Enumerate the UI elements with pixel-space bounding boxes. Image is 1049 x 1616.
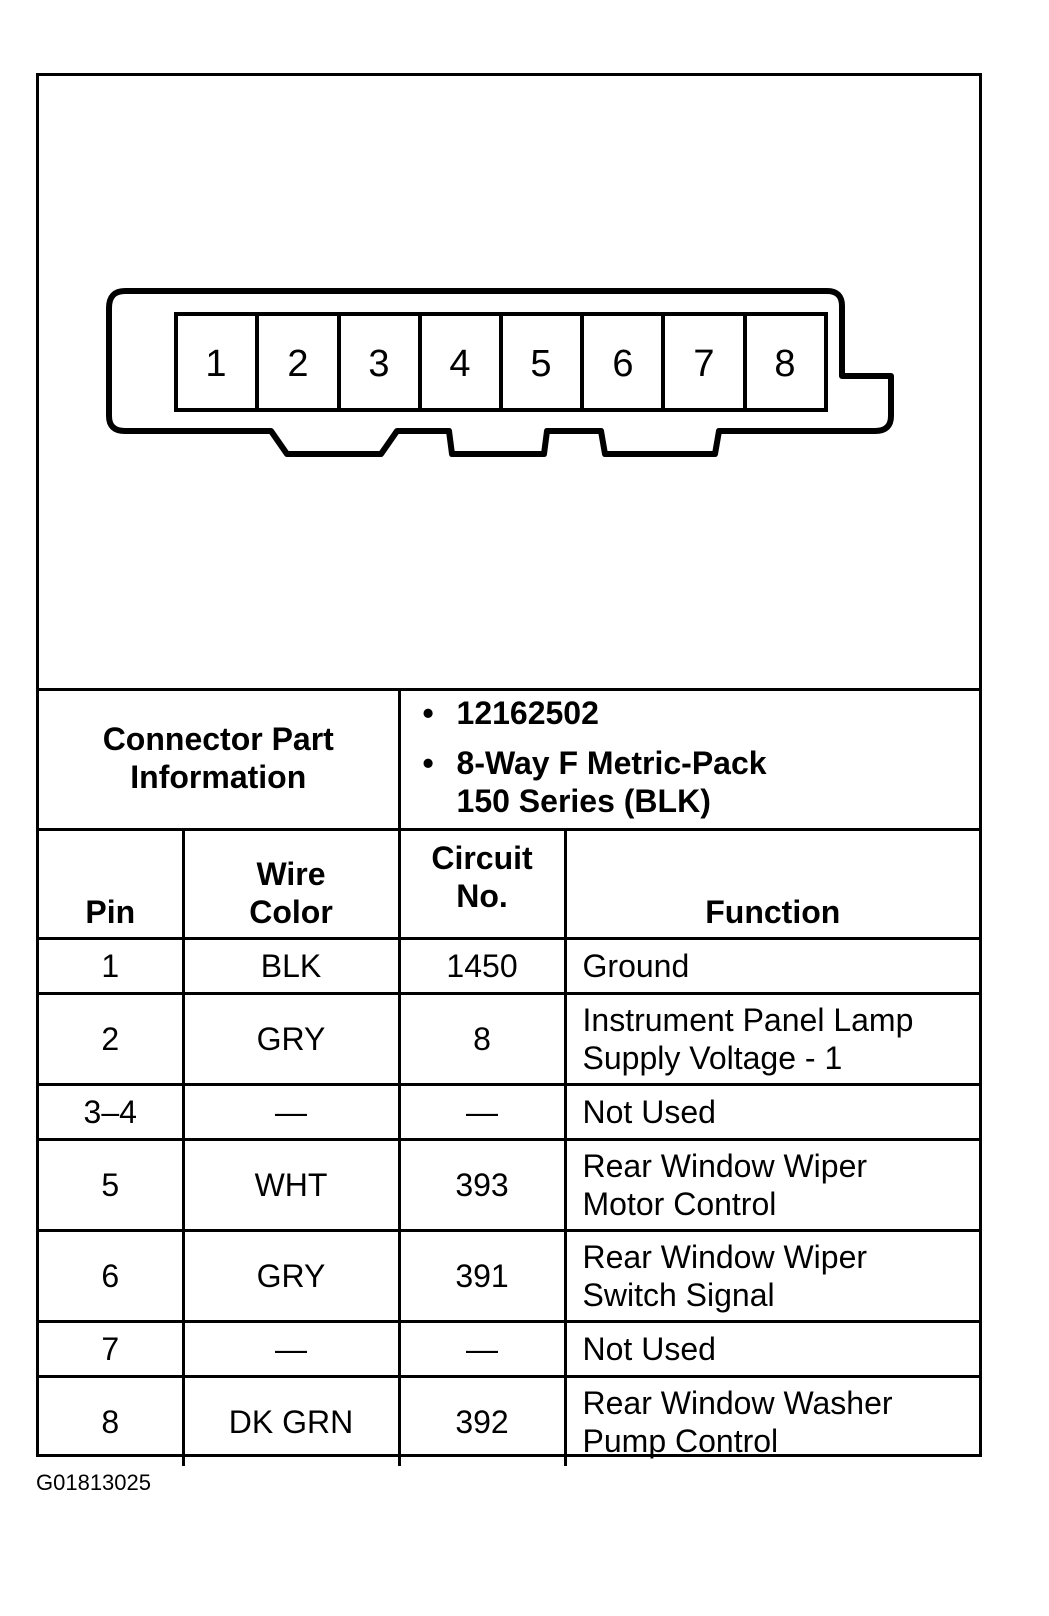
table-row bbox=[39, 1231, 979, 1322]
part-number-item bbox=[422, 694, 980, 732]
part-number: 12162502 bbox=[456, 695, 599, 731]
header-wire-line1: Wire bbox=[256, 856, 326, 892]
pin-label-4: 4 bbox=[449, 343, 471, 385]
function-line2: Motor Control bbox=[582, 1186, 777, 1222]
function-line1: Rear Window Washer bbox=[582, 1385, 893, 1421]
part-info-label-line2: Information bbox=[130, 759, 307, 795]
function-cell bbox=[565, 939, 979, 994]
wire-color-cell: BLK bbox=[183, 939, 399, 994]
pin-label-2: 2 bbox=[287, 343, 309, 385]
pin-cell: 1 bbox=[39, 939, 183, 994]
pin-cell: 2 bbox=[39, 994, 183, 1085]
header-row bbox=[39, 830, 979, 939]
pin-label-3: 3 bbox=[368, 343, 390, 385]
bullet-icon: • bbox=[422, 695, 434, 731]
wire-color-cell: GRY bbox=[183, 994, 399, 1085]
header-wire-color bbox=[183, 830, 399, 939]
function-cell bbox=[565, 994, 979, 1085]
pinout-table bbox=[39, 688, 979, 1466]
connector-drawing bbox=[39, 76, 979, 688]
pin-cell: 3–4 bbox=[39, 1085, 183, 1140]
part-info-label-cell bbox=[39, 688, 399, 830]
circuit-cell: 8 bbox=[399, 994, 565, 1085]
function-cell bbox=[565, 1377, 979, 1467]
header-circuit-line1: Circuit bbox=[431, 840, 533, 876]
pin-cell: 6 bbox=[39, 1231, 183, 1322]
function-cell bbox=[565, 1085, 979, 1140]
part-desc-line2: 150 Series (BLK) bbox=[456, 783, 711, 819]
table-row bbox=[39, 1322, 979, 1377]
part-desc-line1: 8-Way F Metric-Pack bbox=[456, 745, 767, 781]
part-info-label-line1: Connector Part bbox=[102, 721, 334, 757]
header-circuit-line2: No. bbox=[456, 878, 508, 914]
function-line2: Switch Signal bbox=[582, 1277, 775, 1313]
pin-label-7: 7 bbox=[693, 343, 715, 385]
header-circuit-no bbox=[399, 830, 565, 939]
pin-label-6: 6 bbox=[612, 343, 634, 385]
part-info-row bbox=[39, 688, 979, 830]
header-function bbox=[565, 830, 979, 939]
header-pin-label: Pin bbox=[85, 894, 136, 930]
function-cell bbox=[565, 1231, 979, 1322]
function-line1: Rear Window Wiper bbox=[582, 1239, 868, 1275]
circuit-cell: 1450 bbox=[399, 939, 565, 994]
pin-label-1: 1 bbox=[205, 343, 227, 385]
connector-face-diagram bbox=[39, 76, 979, 691]
function-cell bbox=[565, 1140, 979, 1231]
header-function-label: Function bbox=[705, 894, 841, 930]
table-row bbox=[39, 1377, 979, 1467]
pin-dividers bbox=[257, 314, 745, 410]
circuit-cell: 391 bbox=[399, 1231, 565, 1322]
circuit-cell: 392 bbox=[399, 1377, 565, 1467]
function-line1: Rear Window Wiper bbox=[582, 1148, 868, 1184]
header-pin bbox=[39, 830, 183, 939]
wire-color-cell: WHT bbox=[183, 1140, 399, 1231]
wire-color-cell: — bbox=[183, 1322, 399, 1377]
circuit-cell: — bbox=[399, 1322, 565, 1377]
pin-label-8: 8 bbox=[774, 343, 796, 385]
function-line1: Ground bbox=[582, 948, 690, 984]
pin-cell: 5 bbox=[39, 1140, 183, 1231]
figure-id: G01813025 bbox=[36, 1470, 151, 1495]
header-wire-line2: Color bbox=[249, 894, 333, 930]
table-row bbox=[39, 939, 979, 994]
pin-cell: 7 bbox=[39, 1322, 183, 1377]
pin-cell: 8 bbox=[39, 1377, 183, 1467]
connector-figure-frame bbox=[36, 73, 982, 1457]
bullet-icon: • bbox=[422, 745, 434, 781]
function-line1: Not Used bbox=[582, 1094, 716, 1130]
pin-label-5: 5 bbox=[530, 343, 552, 385]
circuit-cell: — bbox=[399, 1085, 565, 1140]
circuit-cell: 393 bbox=[399, 1140, 565, 1231]
part-description-item bbox=[422, 744, 980, 820]
table-row bbox=[39, 994, 979, 1085]
wire-color-cell: DK GRN bbox=[183, 1377, 399, 1467]
part-info-value-cell bbox=[399, 688, 979, 830]
function-line1: Not Used bbox=[582, 1331, 716, 1367]
function-line1: Instrument Panel Lamp bbox=[582, 1002, 914, 1038]
table-row bbox=[39, 1140, 979, 1231]
function-line2: Pump Control bbox=[582, 1423, 779, 1459]
table-row bbox=[39, 1085, 979, 1140]
wire-color-cell: — bbox=[183, 1085, 399, 1140]
wire-color-cell: GRY bbox=[183, 1231, 399, 1322]
function-line2: Supply Voltage - 1 bbox=[582, 1040, 843, 1076]
function-cell bbox=[565, 1322, 979, 1377]
